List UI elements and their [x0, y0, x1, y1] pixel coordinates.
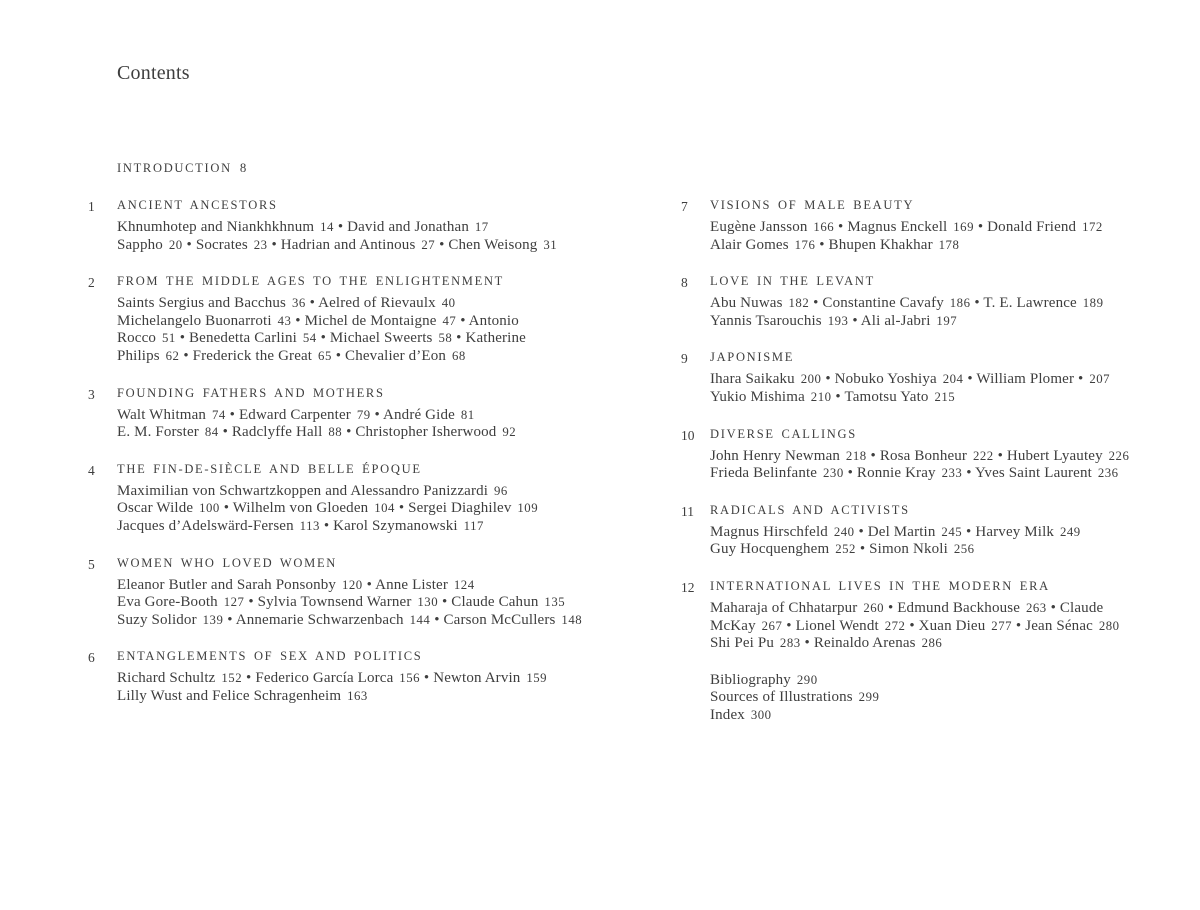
- page-number: 104: [374, 501, 395, 516]
- introduction-page-number: 8: [239, 161, 247, 175]
- toc-section: [88, 648, 578, 705]
- back-matter-entry: Sources of Illustrations 299: [710, 689, 880, 706]
- back-matter-entry: Index 300: [710, 706, 772, 723]
- chapter-body: [117, 197, 578, 254]
- page-number: 252: [835, 542, 856, 557]
- chapter-body: [117, 461, 578, 536]
- page-number: 172: [1082, 220, 1103, 234]
- page-number: 47: [442, 313, 457, 328]
- page-number: 152: [221, 671, 243, 686]
- chapter-heading: JAPONISME: [710, 350, 795, 365]
- toc-entry-line: Richard Schultz 152 • Federico García Lorca 156 • Newton Arvin 159: [117, 670, 548, 687]
- page-number: 207: [1089, 372, 1111, 387]
- toc-right-column: [681, 197, 1131, 725]
- toc-section: [681, 502, 1131, 559]
- page-number: 62: [165, 348, 180, 363]
- toc-entry-line: Frieda Belinfante 230 • Ronnie Kray 233 • Yves Saint Laurent 236: [710, 465, 1119, 482]
- page-number: 230: [823, 466, 844, 481]
- toc-section: [88, 273, 578, 365]
- page-number: 135: [544, 595, 566, 610]
- page-number: 31: [543, 237, 558, 252]
- page-number: 169: [953, 220, 974, 234]
- chapter-heading: ANCIENT ANCESTORS: [117, 198, 278, 212]
- page-number: 14: [320, 220, 334, 234]
- page-number: 166: [813, 220, 835, 234]
- chapter-heading: RADICALS AND ACTIVISTS: [710, 502, 910, 517]
- page-number: 267: [761, 618, 783, 633]
- page-number: 299: [858, 690, 880, 705]
- toc-left-column: [88, 197, 583, 725]
- toc-entry-line: Magnus Hirschfeld 240 • Del Martin 245 • Harvey Milk 249: [710, 523, 1081, 540]
- page-number: 197: [936, 313, 958, 328]
- page-number: 283: [779, 636, 801, 651]
- toc-section: [681, 578, 1131, 653]
- toc-entry-line: Khnumhotep and Niankhkhnum 14 • David and Jonathan 17: [117, 219, 489, 235]
- page-number: 189: [1082, 296, 1104, 311]
- page-number: 193: [827, 313, 849, 328]
- chapter-number: 4: [88, 462, 95, 478]
- chapter-heading: WOMEN WHO LOVED WOMEN: [117, 555, 338, 570]
- page-number: 148: [561, 612, 583, 627]
- page-number: 20: [168, 237, 183, 252]
- page-number: 81: [460, 407, 475, 422]
- page-number: 186: [949, 296, 971, 311]
- chapter-body: [710, 578, 1131, 653]
- chapter-body: [117, 273, 578, 365]
- toc-entry-line: Suzy Solidor 139 • Annemarie Schwarzenbach 144 • Carson McCullers 148: [117, 611, 583, 628]
- chapter-number: 7: [681, 199, 688, 214]
- chapter-heading: FROM THE MIDDLE AGES TO THE ENLIGHTENMENT: [117, 274, 505, 289]
- chapter-number: 3: [88, 386, 95, 402]
- page-number: 23: [253, 237, 268, 252]
- chapter-heading: ENTANGLEMENTS OF SEX AND POLITICS: [117, 649, 423, 664]
- toc-entry-line: Ihara Saikaku 200 • Nobuko Yoshiya 204 • William Plomer • 207: [710, 371, 1111, 388]
- chapter-number: 12: [681, 579, 695, 595]
- page-number: 17: [474, 220, 489, 234]
- back-matter-entry: Bibliography 290: [710, 671, 818, 688]
- chapter-heading: THE FIN-DE-SIÈCLE AND BELLE ÉPOQUE: [117, 461, 422, 476]
- page-number: 176: [794, 237, 816, 252]
- page-number: 260: [863, 600, 885, 615]
- toc-entry-line: Oscar Wilde 100 • Wilhelm von Gloeden 104 • Sergei Diaghilev 109: [117, 500, 539, 517]
- toc-section: [88, 385, 578, 442]
- toc-entry-line: Rocco 51 • Benedetta Carlini 54 • Michael Sweerts 58 • Katherine: [117, 330, 526, 347]
- page-number: 200: [800, 372, 822, 387]
- page-number: 222: [972, 448, 994, 463]
- toc-entry-line: Eleanor Butler and Sarah Ponsonby 120 • Anne Lister 124: [117, 576, 475, 593]
- page-number: 68: [451, 348, 466, 363]
- toc-entry-line: Eugène Jansson 166 • Magnus Enckell 169 • Donald Friend 172: [710, 219, 1103, 235]
- page-number: 272: [884, 618, 906, 633]
- chapter-body: [710, 426, 1131, 483]
- chapter-number: 6: [88, 650, 95, 666]
- page-number: 40: [441, 296, 456, 311]
- page-number: 215: [934, 389, 956, 404]
- chapter-body: [117, 555, 582, 630]
- chapter-number: 10: [681, 427, 695, 443]
- page-number: 182: [788, 296, 810, 311]
- toc-section: [88, 197, 578, 254]
- page-number: 233: [941, 466, 963, 481]
- page-number: 74: [211, 407, 226, 422]
- page-number: 124: [453, 577, 475, 592]
- page-number: 290: [796, 672, 818, 687]
- page-number: 36: [291, 296, 306, 311]
- page-number: 54: [302, 331, 317, 346]
- page-number: 43: [277, 313, 292, 328]
- toc-entry-line: Walt Whitman 74 • Edward Carpenter 79 • André Gide 81: [117, 406, 475, 423]
- toc-section: [681, 197, 1131, 254]
- page-number: 277: [991, 618, 1013, 633]
- page-number: 109: [517, 501, 539, 516]
- toc-entry-line: Sappho 20 • Socrates 23 • Hadrian and Antinous 27 • Chen Weisong 31: [117, 236, 558, 253]
- chapter-body: [710, 273, 1131, 330]
- page-number: 130: [417, 595, 439, 610]
- page-number: 300: [750, 707, 772, 722]
- page-number: 236: [1097, 466, 1119, 481]
- toc-entry-line: Yukio Mishima 210 • Tamotsu Yato 215: [710, 388, 956, 405]
- page-number: 127: [223, 595, 245, 610]
- page-number: 249: [1059, 524, 1081, 539]
- page-number: 117: [463, 518, 484, 533]
- page-number: 204: [942, 372, 964, 387]
- page-number: 27: [421, 237, 436, 252]
- page-number: 218: [845, 448, 867, 463]
- chapter-number: 8: [681, 275, 688, 291]
- page-number: 65: [318, 348, 332, 363]
- toc-section: [681, 426, 1131, 483]
- introduction-entry: [117, 159, 247, 177]
- page-number: 84: [204, 425, 219, 440]
- page-number: 113: [299, 518, 320, 533]
- chapter-heading: VISIONS OF MALE BEAUTY: [710, 198, 915, 212]
- chapter-number: 2: [88, 275, 95, 291]
- toc-entry-line: Michelangelo Buonarroti 43 • Michel de Montaigne 47 • Antonio: [117, 312, 519, 329]
- chapter-body: [117, 648, 578, 705]
- toc-entry-line: Yannis Tsarouchis 193 • Ali al-Jabri 197: [710, 312, 958, 329]
- page-number: 178: [938, 237, 960, 252]
- toc-entry-line: Shi Pei Pu 283 • Reinaldo Arenas 286: [710, 635, 943, 652]
- toc-entry-line: Guy Hocquenghem 252 • Simon Nkoli 256: [710, 541, 975, 558]
- toc-entry-line: Maharaja of Chhatarpur 260 • Edmund Backhouse 263 • Claude: [710, 599, 1104, 616]
- page-number: 245: [941, 524, 963, 539]
- page-number: 144: [409, 612, 431, 627]
- chapter-heading: INTERNATIONAL LIVES IN THE MODERN ERA: [710, 578, 1050, 593]
- chapter-body: [710, 349, 1131, 406]
- back-matter: [681, 672, 1131, 725]
- chapter-body: [710, 197, 1131, 254]
- page-number: 159: [526, 671, 548, 686]
- toc-entry-line: Lilly Wust and Felice Schragenheim 163: [117, 687, 368, 704]
- page-number: 263: [1025, 600, 1047, 615]
- page-title: Contents: [117, 62, 190, 84]
- toc-entry-line: Saints Sergius and Bacchus 36 • Aelred of Rievaulx 40: [117, 295, 456, 312]
- chapter-heading: LOVE IN THE LEVANT: [710, 274, 875, 289]
- page-number: 51: [161, 331, 176, 346]
- toc-entry-line: McKay 267 • Lionel Wendt 272 • Xuan Dieu 277 • Jean Sénac 280: [710, 617, 1120, 634]
- toc-section: [88, 555, 583, 630]
- page-number: 139: [202, 612, 224, 627]
- toc-entry-line: Maximilian von Schwartzkoppen and Alessandro Panizzardi 96: [117, 482, 508, 499]
- page-number: 58: [438, 331, 453, 346]
- toc-section: [88, 461, 578, 536]
- page-number: 240: [833, 524, 855, 539]
- page-number: 156: [399, 671, 421, 686]
- chapter-body: [117, 385, 578, 442]
- chapter-heading: DIVERSE CALLINGS: [710, 426, 857, 441]
- chapter-body: [710, 502, 1131, 559]
- chapter-number: 1: [88, 199, 95, 214]
- page-number: 286: [921, 636, 943, 651]
- page-number: 92: [502, 425, 517, 440]
- page-number: 226: [1108, 448, 1130, 463]
- page-number: 256: [953, 542, 975, 557]
- page-number: 210: [810, 389, 832, 404]
- toc-entry-line: Eva Gore-Booth 127 • Sylvia Townsend Warner 130 • Claude Cahun 135: [117, 594, 566, 611]
- page-number: 280: [1098, 618, 1120, 633]
- toc-section: [681, 349, 1131, 406]
- toc-entry-line: Philips 62 • Frederick the Great 65 • Chevalier d’Eon 68: [117, 347, 466, 364]
- page-number: 163: [347, 688, 368, 703]
- page-number: 88: [328, 425, 343, 440]
- toc-entry-line: John Henry Newman 218 • Rosa Bonheur 222 • Hubert Lyautey 226: [710, 447, 1130, 464]
- introduction-label: INTRODUCTION: [117, 161, 232, 175]
- chapter-number: 9: [681, 351, 688, 367]
- page-number: 96: [493, 483, 508, 498]
- chapter-heading: FOUNDING FATHERS AND MOTHERS: [117, 385, 385, 400]
- page-number: 120: [341, 577, 363, 592]
- chapter-number: 5: [88, 556, 95, 572]
- page-number: 100: [199, 501, 220, 516]
- toc-section: [681, 273, 1131, 330]
- toc-entry-line: Abu Nuwas 182 • Constantine Cavafy 186 • T. E. Lawrence 189: [710, 295, 1104, 312]
- chapter-number: 11: [681, 503, 694, 519]
- toc-entry-line: Jacques d’Adelswärd-Fersen 113 • Karol Szymanowski 117: [117, 517, 484, 534]
- page-number: 79: [356, 407, 371, 422]
- toc-entry-line: Alair Gomes 176 • Bhupen Khakhar 178: [710, 236, 960, 253]
- toc-entry-line: E. M. Forster 84 • Radclyffe Hall 88 • Christopher Isherwood 92: [117, 424, 517, 441]
